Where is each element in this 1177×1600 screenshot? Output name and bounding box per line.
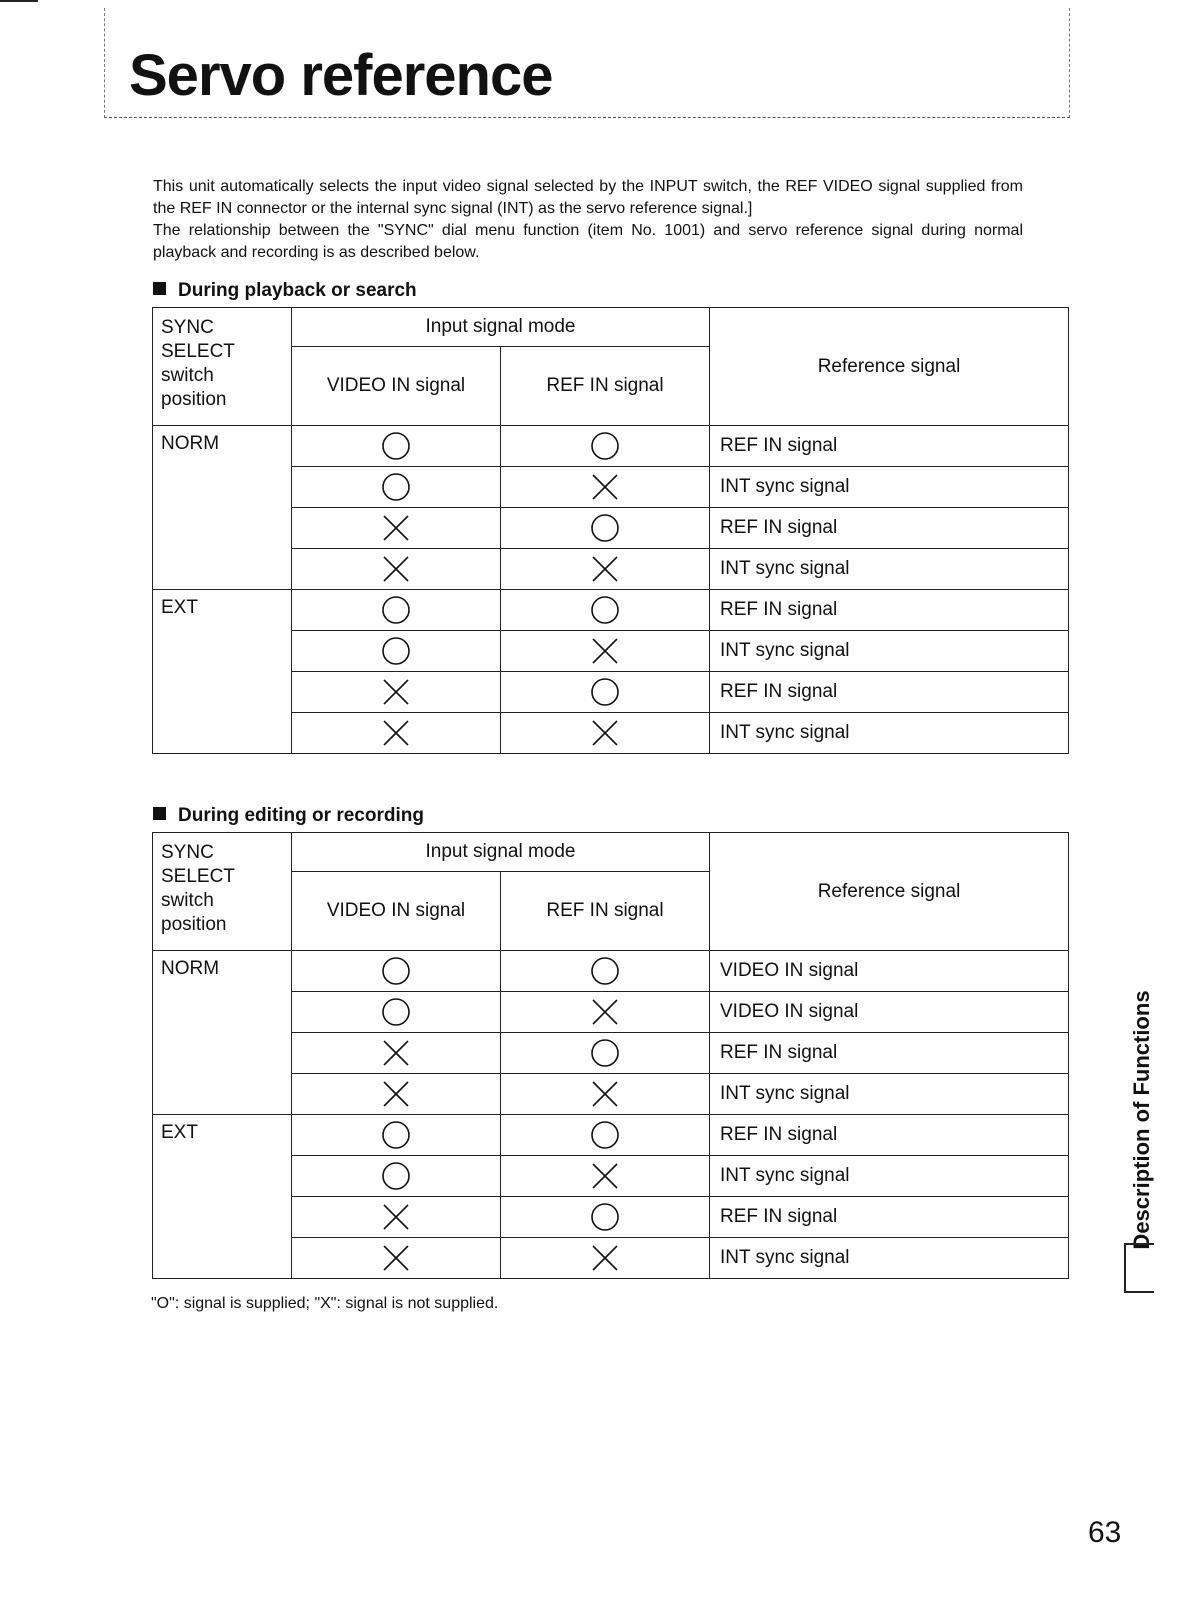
section-heading-recording [153,805,424,827]
header-switch-position: SYNC SELECT switch position [153,833,292,951]
cross-not-supplied-icon [381,677,411,707]
intro-text [153,176,1023,264]
intro-paragraph: This unit automatically selects the input video signal selected by the INPUT switch, the REF VIDEO signal supplied from the REF IN connector or the internal sync signal (INT) as the servo reference signal.] [153,178,1023,217]
top-rule [0,0,38,2]
cross-not-supplied-icon [590,1079,620,1109]
header-input-mode: Input signal mode [292,833,710,872]
video-in-status-cell [292,467,501,508]
circle-supplied-icon [381,1120,411,1150]
reference-signal-cell: INT sync signal [710,467,1069,508]
cross-not-supplied-icon [590,718,620,748]
side-tab-label: Description of Functions [1129,990,1154,1250]
cross-not-supplied-icon [381,1079,411,1109]
switch-position-cell: EXT [153,1115,292,1279]
table-row [153,1115,1069,1156]
square-bullet-icon [153,282,166,295]
header-row [153,833,1069,872]
side-tab-box [1124,1243,1154,1293]
section-heading-label: During editing or recording [178,805,424,826]
ref-in-status-cell [501,1238,710,1279]
reference-signal-cell: VIDEO IN signal [710,992,1069,1033]
ref-in-status-cell [501,992,710,1033]
header-ref-in: REF IN signal [501,872,710,951]
ref-in-status-cell [501,1156,710,1197]
circle-supplied-icon [590,956,620,986]
cross-not-supplied-icon [381,513,411,543]
ref-in-status-cell [501,1197,710,1238]
title-frame [104,8,1070,118]
video-in-status-cell [292,1156,501,1197]
cross-not-supplied-icon [381,718,411,748]
circle-supplied-icon [381,997,411,1027]
circle-supplied-icon [381,956,411,986]
video-in-status-cell [292,631,501,672]
ref-in-status-cell [501,1115,710,1156]
cross-not-supplied-icon [381,1038,411,1068]
switch-position-cell: NORM [153,951,292,1115]
reference-signal-cell: VIDEO IN signal [710,951,1069,992]
header-switch-position: SYNC SELECT switch position [153,308,292,426]
circle-supplied-icon [381,636,411,666]
video-in-status-cell [292,672,501,713]
video-in-status-cell [292,549,501,590]
ref-in-status-cell [501,1074,710,1115]
reference-signal-cell: INT sync signal [710,1074,1069,1115]
circle-supplied-icon [381,1161,411,1191]
table-row [153,426,1069,467]
video-in-status-cell [292,1115,501,1156]
ref-in-status-cell [501,951,710,992]
circle-supplied-icon [590,1120,620,1150]
side-tab [1122,990,1162,1250]
video-in-status-cell [292,1074,501,1115]
cross-not-supplied-icon [590,472,620,502]
square-bullet-icon [153,807,166,820]
page-title: Servo reference [129,43,553,108]
header-input-mode: Input signal mode [292,308,710,347]
ref-in-status-cell [501,590,710,631]
video-in-status-cell [292,1197,501,1238]
circle-supplied-icon [590,1202,620,1232]
table-row [153,951,1069,992]
cross-not-supplied-icon [590,554,620,584]
header-reference-signal: Reference signal [710,833,1069,951]
circle-supplied-icon [590,595,620,625]
page-number: 63 [1088,1516,1122,1549]
playback-reference-table [152,307,1069,754]
ref-in-status-cell [501,631,710,672]
video-in-status-cell [292,590,501,631]
recording-reference-table [152,832,1069,1279]
header-reference-signal: Reference signal [710,308,1069,426]
reference-signal-cell: INT sync signal [710,1238,1069,1279]
switch-position-cell: EXT [153,590,292,754]
ref-in-status-cell [501,1033,710,1074]
cross-not-supplied-icon [590,997,620,1027]
video-in-status-cell [292,992,501,1033]
cross-not-supplied-icon [381,1243,411,1273]
legend-note: "O": signal is supplied; "X": signal is not supplied. [151,1295,499,1312]
reference-signal-cell: INT sync signal [710,713,1069,754]
reference-signal-cell: REF IN signal [710,1033,1069,1074]
reference-signal-cell: INT sync signal [710,549,1069,590]
ref-in-status-cell [501,426,710,467]
video-in-status-cell [292,1238,501,1279]
reference-signal-cell: INT sync signal [710,631,1069,672]
reference-signal-cell: REF IN signal [710,426,1069,467]
switch-position-cell: NORM [153,426,292,590]
reference-signal-cell: REF IN signal [710,590,1069,631]
header-video-in: VIDEO IN signal [292,347,501,426]
circle-supplied-icon [381,472,411,502]
ref-in-status-cell [501,713,710,754]
section-heading-playback [153,280,417,302]
ref-in-status-cell [501,549,710,590]
header-row [153,308,1069,347]
circle-supplied-icon [590,1038,620,1068]
circle-supplied-icon [590,513,620,543]
cross-not-supplied-icon [381,1202,411,1232]
reference-signal-cell: REF IN signal [710,1115,1069,1156]
video-in-status-cell [292,1033,501,1074]
circle-supplied-icon [590,431,620,461]
video-in-status-cell [292,508,501,549]
reference-signal-cell: REF IN signal [710,672,1069,713]
circle-supplied-icon [381,595,411,625]
cross-not-supplied-icon [590,1243,620,1273]
circle-supplied-icon [381,431,411,461]
video-in-status-cell [292,713,501,754]
ref-in-status-cell [501,508,710,549]
section-heading-label: During playback or search [178,280,417,301]
circle-supplied-icon [590,677,620,707]
table-row [153,590,1069,631]
cross-not-supplied-icon [381,554,411,584]
cross-not-supplied-icon [590,636,620,666]
video-in-status-cell [292,426,501,467]
reference-signal-cell: INT sync signal [710,1156,1069,1197]
reference-signal-cell: REF IN signal [710,508,1069,549]
intro-paragraph: The relationship between the "SYNC" dial menu function (item No. 1001) and servo reference signal during normal playback and recording is as described below. [153,222,1023,261]
ref-in-status-cell [501,467,710,508]
video-in-status-cell [292,951,501,992]
ref-in-status-cell [501,672,710,713]
cross-not-supplied-icon [590,1161,620,1191]
reference-signal-cell: REF IN signal [710,1197,1069,1238]
header-video-in: VIDEO IN signal [292,872,501,951]
header-ref-in: REF IN signal [501,347,710,426]
